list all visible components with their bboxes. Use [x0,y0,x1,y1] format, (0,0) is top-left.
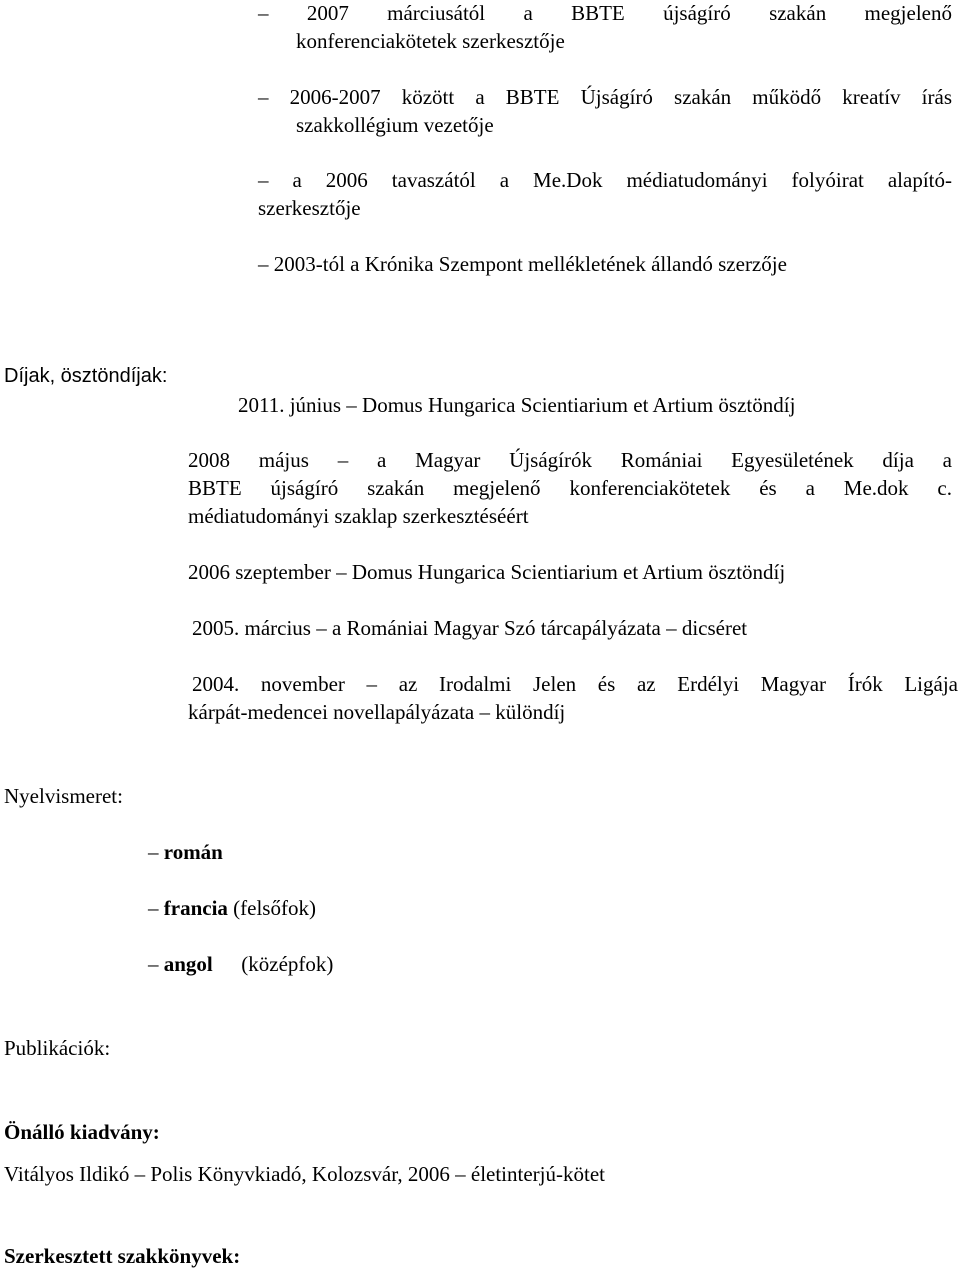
award-item: médiatudományi szaklap szerkesztéséért [188,504,529,528]
award-item: 2004. november – az Irodalmi Jelen és az Erdélyi Magyar Írók Ligája [192,672,958,696]
activity-3-line-1: – a 2006 tavaszától a Me.Dok médiatudományi folyóirat alapító- [258,168,952,192]
activity-3-line-2: szerkesztője [258,196,361,220]
language-item [148,895,316,921]
language-item [148,951,333,977]
standalone-item: Vitályos Ildikó – Polis Könyvkiadó, Kolozsvár, 2006 – életinterjú-kötet [4,1162,605,1186]
award-item: kárpát-medencei novellapályázata – különdíj [188,700,566,724]
award-item: BBTE újságíró szakán megjelenő konferenciakötetek és a Me.dok c. [188,476,952,500]
language-level: (középfok) [241,952,334,976]
language-dash: – [148,840,159,864]
publications-heading: Publikációk: [4,1036,111,1060]
language-dash: – [148,952,159,976]
award-item: 2008 május – a Magyar Újságírók Romániai Egyesületének díja a [188,448,952,472]
award-item: 2005. március – a Romániai Magyar Szó tárcapályázata – dicséret [192,616,748,640]
activity-1-line-2: konferenciakötetek szerkesztője [296,29,565,53]
edited-heading: Szerkesztett szakkönyvek: [4,1244,241,1268]
award-item: 2011. június – Domus Hungarica Scientiarium et Artium ösztöndíj [238,393,796,417]
award-item: 2006 szeptember – Domus Hungarica Scientiarium et Artium ösztöndíj [188,560,786,584]
language-name: román [163,840,223,864]
activity-1-line-1: – 2007 márciusától a BBTE újságíró szakán megjelenő [258,1,952,25]
languages-heading: Nyelvismeret: [4,784,123,808]
language-dash: – [148,896,159,920]
language-name: angol [163,952,213,976]
language-level: (felsőfok) [233,896,316,920]
awards-heading: Díjak, ösztöndíjak: [4,365,168,387]
language-name: francia [163,896,228,920]
language-item [148,839,223,865]
activity-2-line-2: szakkollégium vezetője [296,113,494,137]
standalone-heading: Önálló kiadvány: [4,1120,160,1144]
activity-4-line-1: – 2003-tól a Krónika Szempont mellékletének állandó szerzője [258,252,787,276]
activity-2-line-1: – 2006-2007 között a BBTE Újságíró szakán működő kreatív írás [258,85,952,109]
